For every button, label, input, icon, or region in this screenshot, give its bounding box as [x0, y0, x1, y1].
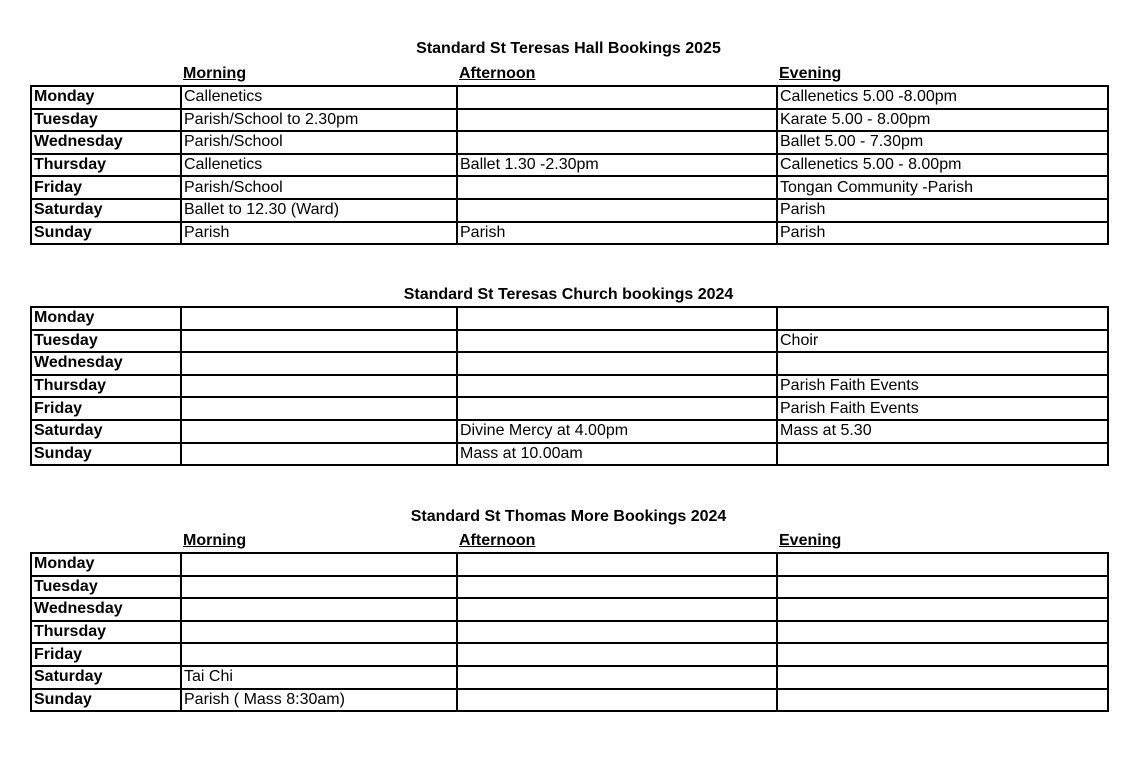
evening-cell: Mass at 5.30 — [777, 420, 1108, 443]
morning-cell — [181, 375, 457, 398]
header-morning: Morning — [183, 65, 247, 82]
morning-cell — [181, 352, 457, 375]
table-row — [31, 576, 1108, 599]
evening-cell — [777, 443, 1108, 466]
evening-cell: Callenetics 5.00 - 8.00pm — [777, 154, 1108, 177]
table-row — [31, 443, 1108, 466]
evening-cell: Parish Faith Events — [777, 375, 1108, 398]
afternoon-cell — [457, 643, 777, 666]
morning-cell — [181, 643, 457, 666]
morning-cell — [181, 307, 457, 330]
day-cell: Thursday — [31, 375, 181, 398]
day-cell: Wednesday — [31, 598, 181, 621]
day-cell: Thursday — [31, 154, 181, 177]
afternoon-cell — [457, 330, 777, 353]
evening-cell: Tongan Community -Parish — [777, 176, 1108, 199]
day-cell: Monday — [31, 307, 181, 330]
day-cell: Saturday — [31, 199, 181, 222]
table-row — [31, 666, 1108, 689]
header-evening: Evening — [779, 532, 842, 549]
table-row — [31, 109, 1108, 132]
day-cell: Friday — [31, 176, 181, 199]
day-cell: Sunday — [31, 222, 181, 245]
day-cell: Saturday — [31, 666, 181, 689]
table-row — [31, 131, 1108, 154]
evening-cell: Callenetics 5.00 -8.00pm — [777, 86, 1108, 109]
evening-cell — [777, 352, 1108, 375]
afternoon-cell — [457, 375, 777, 398]
afternoon-cell — [457, 352, 777, 375]
afternoon-cell — [457, 109, 777, 132]
day-cell: Thursday — [31, 621, 181, 644]
table-row — [31, 307, 1108, 330]
afternoon-cell — [457, 553, 777, 576]
morning-cell: Ballet to 12.30 (Ward) — [181, 199, 457, 222]
day-cell: Wednesday — [31, 131, 181, 154]
thomas-more-bookings-title: Standard St Thomas More Bookings 2024 — [410, 508, 727, 525]
morning-cell — [181, 553, 457, 576]
evening-cell: Parish Faith Events — [777, 397, 1108, 420]
evening-cell — [777, 666, 1108, 689]
evening-cell — [777, 643, 1108, 666]
afternoon-cell — [457, 131, 777, 154]
evening-cell — [777, 307, 1108, 330]
morning-cell: Parish ( Mass 8:30am) — [181, 689, 457, 712]
evening-cell: Parish — [777, 222, 1108, 245]
afternoon-cell: Divine Mercy at 4.00pm — [457, 420, 777, 443]
morning-cell: Parish — [181, 222, 457, 245]
morning-cell: Callenetics — [181, 154, 457, 177]
header-afternoon: Afternoon — [459, 532, 536, 549]
day-cell: Tuesday — [31, 576, 181, 599]
hall-column-headers — [30, 64, 1107, 84]
afternoon-cell: Parish — [457, 222, 777, 245]
table-row — [31, 689, 1108, 712]
table-row — [31, 643, 1108, 666]
evening-cell — [777, 553, 1108, 576]
church-bookings-table — [30, 306, 1109, 466]
morning-cell — [181, 330, 457, 353]
table-row — [31, 621, 1108, 644]
morning-cell: Parish/School — [181, 131, 457, 154]
morning-cell — [181, 443, 457, 466]
afternoon-cell — [457, 689, 777, 712]
day-cell: Monday — [31, 86, 181, 109]
church-bookings-title: Standard St Teresas Church bookings 2024 — [403, 286, 734, 303]
morning-cell — [181, 598, 457, 621]
thomas-more-bookings-table — [30, 552, 1109, 712]
afternoon-cell — [457, 621, 777, 644]
table-row — [31, 176, 1108, 199]
day-cell: Friday — [31, 397, 181, 420]
evening-cell — [777, 689, 1108, 712]
hall-bookings-table — [30, 85, 1109, 245]
table-row — [31, 154, 1108, 177]
morning-cell — [181, 420, 457, 443]
afternoon-cell — [457, 86, 777, 109]
evening-cell — [777, 621, 1108, 644]
table-row — [31, 598, 1108, 621]
morning-cell — [181, 576, 457, 599]
table-row — [31, 199, 1108, 222]
morning-cell: Callenetics — [181, 86, 457, 109]
evening-cell: Parish — [777, 199, 1108, 222]
afternoon-cell: Ballet 1.30 -2.30pm — [457, 154, 777, 177]
day-cell: Wednesday — [31, 352, 181, 375]
evening-cell — [777, 576, 1108, 599]
afternoon-cell — [457, 576, 777, 599]
day-cell: Sunday — [31, 443, 181, 466]
afternoon-cell — [457, 598, 777, 621]
day-cell: Saturday — [31, 420, 181, 443]
evening-cell: Choir — [777, 330, 1108, 353]
table-row — [31, 397, 1108, 420]
day-cell: Sunday — [31, 689, 181, 712]
table-row — [31, 420, 1108, 443]
day-cell: Friday — [31, 643, 181, 666]
hall-bookings-title: Standard St Teresas Hall Bookings 2025 — [416, 40, 721, 57]
table-row — [31, 553, 1108, 576]
day-cell: Tuesday — [31, 109, 181, 132]
table-row — [31, 86, 1108, 109]
thomas-more-column-headers — [30, 531, 1107, 551]
afternoon-cell — [457, 199, 777, 222]
afternoon-cell: Mass at 10.00am — [457, 443, 777, 466]
morning-cell: Parish/School to 2.30pm — [181, 109, 457, 132]
header-evening: Evening — [779, 65, 842, 82]
afternoon-cell — [457, 176, 777, 199]
morning-cell: Parish/School — [181, 176, 457, 199]
afternoon-cell — [457, 307, 777, 330]
morning-cell — [181, 397, 457, 420]
table-row — [31, 352, 1108, 375]
morning-cell — [181, 621, 457, 644]
header-morning: Morning — [183, 532, 247, 549]
table-row — [31, 375, 1108, 398]
day-cell: Tuesday — [31, 330, 181, 353]
header-afternoon: Afternoon — [459, 65, 536, 82]
evening-cell: Ballet 5.00 - 7.30pm — [777, 131, 1108, 154]
table-row — [31, 222, 1108, 245]
evening-cell: Karate 5.00 - 8.00pm — [777, 109, 1108, 132]
afternoon-cell — [457, 666, 777, 689]
table-row — [31, 330, 1108, 353]
morning-cell: Tai Chi — [181, 666, 457, 689]
afternoon-cell — [457, 397, 777, 420]
evening-cell — [777, 598, 1108, 621]
day-cell: Monday — [31, 553, 181, 576]
